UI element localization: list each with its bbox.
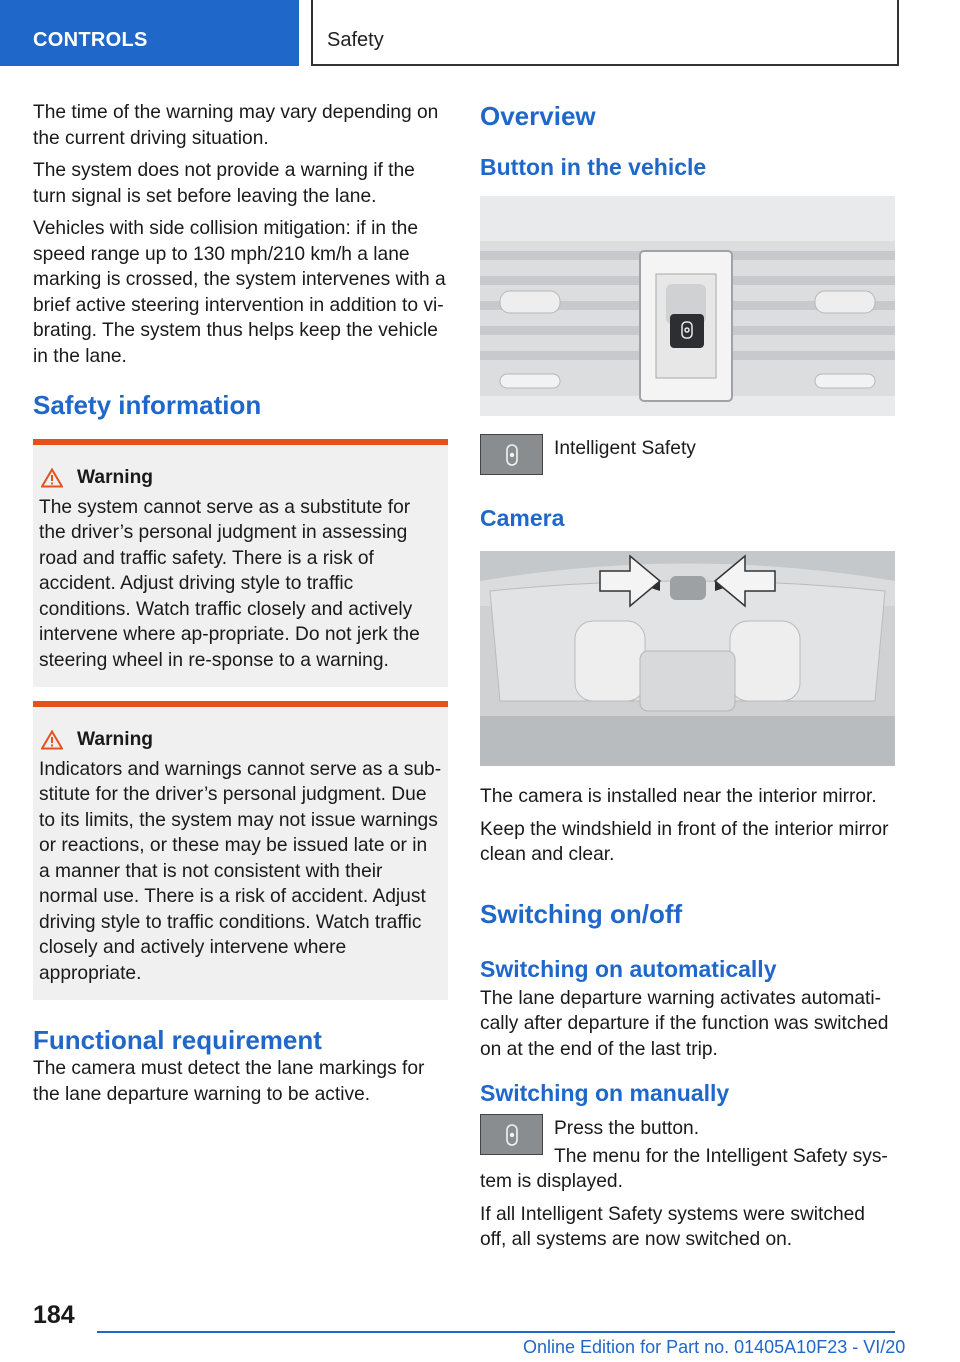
camera-text: The camera is installed near the interior mirror.	[480, 786, 877, 807]
manual-text: Press the button.	[554, 1118, 700, 1139]
intelligent-safety-button[interactable]	[480, 1114, 543, 1155]
functional-requirement-text: The camera must detect the lane markings for the lane departure warning to be active.	[33, 1058, 425, 1105]
warning-text: The system cannot serve as a substitute for the driver’s personal judgment in assessing road and traffic safety. There is a risk of accident. Adjust driving style to traffic conditions. Watch traffic closely and actively intervene where ap‐propriate. Do not jerk the steering wheel in re‐sponse to a warning.	[39, 496, 420, 671]
camera-heading: Camera	[480, 505, 565, 531]
functional-requirement-heading: Functional requirement	[33, 1025, 322, 1055]
warning-title: Warning	[77, 467, 154, 488]
warning-triangle-icon	[41, 730, 63, 750]
warning-text: Indicators and warnings cannot serve as a sub‐stitute for the driver’s personal judgment. Due to its limits, the system may not issue warnings or reactions, or these may be issued late or in a manner that is not consistent with their normal use. There is a risk of accident. Adjust driving style to traffic conditions. Watch traffic closely and actively intervene where appropriate.	[39, 758, 442, 984]
overview-heading: Overview	[480, 101, 596, 131]
intro-paragraph: The system does not provide a warning if the turn signal is set before leaving the lane.	[33, 160, 415, 207]
switching-manual-heading: Switching on manually	[480, 1080, 730, 1106]
button-in-vehicle-image	[480, 196, 895, 416]
page-number: 184	[33, 1301, 75, 1329]
header-title-box	[311, 0, 899, 66]
warning-title: Warning	[77, 729, 154, 750]
switching-auto-text: The lane departure warning activates automati‐cally after departure if the function was switched on at the end of the last trip.	[480, 987, 889, 1060]
camera-text: Keep the windshield in front of the interior mirror clean and clear.	[480, 818, 889, 865]
header-title: Safety	[327, 29, 384, 51]
button-legend	[480, 434, 895, 475]
header-section-label: CONTROLS	[33, 29, 148, 51]
switching-heading: Switching on/off	[480, 898, 683, 929]
warning-box	[33, 439, 448, 687]
intelligent-safety-icon	[503, 443, 521, 467]
manual-text: The menu for the Intelligent Safety sys‐tem is displayed.	[480, 1145, 888, 1192]
intelligent-safety-button[interactable]	[480, 434, 543, 475]
intro-paragraph: The time of the warning may vary depending on the current driving situation.	[33, 102, 439, 149]
camera-location-image	[480, 551, 895, 766]
button-caption: Intelligent Safety	[554, 438, 696, 459]
intelligent-safety-icon	[503, 1123, 521, 1147]
header-section-tab	[0, 0, 299, 66]
manual-instruction	[480, 1116, 895, 1195]
intro-paragraph: Vehicles with side collision mitigation: if in the speed range up to 130 mph/210 km/h a lane marking is crossed, the system intervenes with a brief active steering intervention in addition to vi‐brating. The system thus helps keep the vehicle in the lane.	[33, 218, 446, 367]
switching-auto-heading: Switching on automatically	[480, 955, 777, 982]
button-in-vehicle-heading: Button in the vehicle	[480, 154, 707, 180]
left-column	[33, 100, 448, 1114]
warning-box	[33, 701, 448, 1000]
footer-edition: Online Edition for Part no. 01405A10F23 - VI/20	[523, 1337, 906, 1357]
safety-information-heading: Safety information	[33, 390, 262, 420]
footer-divider	[97, 1331, 895, 1333]
right-column	[480, 100, 895, 1260]
warning-triangle-icon	[41, 468, 63, 488]
manual-text: If all Intelligent Safety systems were switched off, all systems are now switched on.	[480, 1203, 865, 1250]
